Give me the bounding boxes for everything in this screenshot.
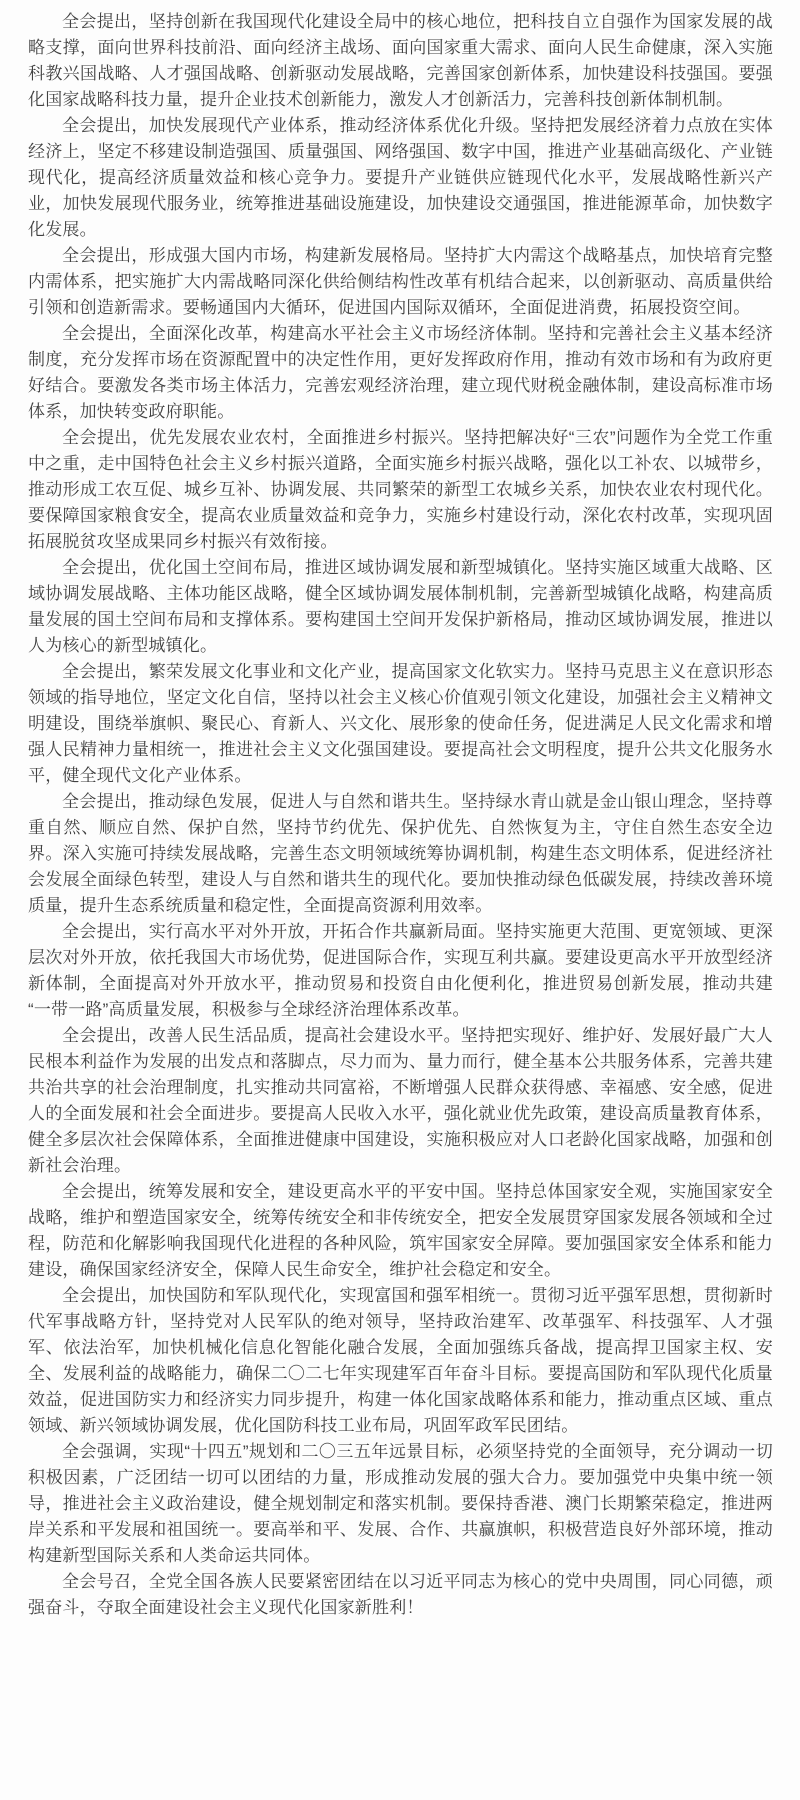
paragraph-territorial-layout: 全会提出，优化国土空间布局，推进区域协调发展和新型城镇化。坚持实施区域重大战略、区域协调发展战略、主体功能区战略，健全区域协调发展体制机制，完善新型城镇化战略，构建高质量发展的国土空间布局和支撑体系。要构建国土空间开发保护新格局，推动区域协调发展，推进以人为核心的新型城镇化。 <box>28 558 773 655</box>
paragraph-green-development: 全会提出，推动绿色发展，促进人与自然和谐共生。坚持绿水青山就是金山银山理念，坚持尊重自然、顺应自然、保护自然，坚持节约优先、保护优先、自然恢复为主，守住自然生态安全边界。深入实施可持续发展战略，完善生态文明领域统筹协调机制，构建生态文明体系，促进经济社会发展全面绿色转型，建设人与自然和谐共生的现代化。要加快推动绿色低碳发展，持续改善环境质量，提升生态系统质量和稳定性，全面提高资源利用效率。 <box>28 792 773 915</box>
paragraph-party-leadership: 全会强调，实现“十四五”规划和二〇三五年远景目标，必须坚持党的全面领导，充分调动一切积极因素，广泛团结一切可以团结的力量，形成推动发展的强大合力。要加强党中央集中统一领导，推进社会主义政治建设，健全规划制定和落实机制。要保持香港、澳门长期繁荣稳定，推进两岸关系和平发展和祖国统一。要高举和平、发展、合作、共赢旗帜，积极营造良好外部环境，推动构建新型国际关系和人类命运共同体。 <box>28 1442 773 1565</box>
paragraph-rural-revitalization: 全会提出，优先发展农业农村，全面推进乡村振兴。坚持把解决好“三农”问题作为全党工作重中之重，走中国特色社会主义乡村振兴道路，全面实施乡村振兴战略，强化以工补农、以城带乡，推动形成工农互促、城乡互补、协调发展、共同繁荣的新型工农城乡关系，加快农业农村现代化。要保障国家粮食安全，提高农业质量效益和竞争力，实施乡村建设行动，深化农村改革，实现巩固拓展脱贫攻坚成果同乡村振兴有效衔接。 <box>28 428 773 551</box>
paragraph-opening-up: 全会提出，实行高水平对外开放，开拓合作共赢新局面。坚持实施更大范围、更宽领域、更深层次对外开放，依托我国大市场优势，促进国际合作，实现互利共赢。要建设更高水平开放型经济新体制，全面提高对外开放水平，推动贸易和投资自由化便利化，推进贸易创新发展，推动共建“一带一路”高质量发展，积极参与全球经济治理体系改革。 <box>28 922 773 1019</box>
paragraph-livelihood: 全会提出，改善人民生活品质，提高社会建设水平。坚持把实现好、维护好、发展好最广大人民根本利益作为发展的出发点和落脚点，尽力而为、量力而行，健全基本公共服务体系，完善共建共治共享的社会治理制度，扎实推动共同富裕，不断增强人民群众获得感、幸福感、安全感，促进人的全面发展和社会全面进步。要提高人民收入水平，强化就业优先政策，建设高质量教育体系，健全多层次社会保障体系，全面推进健康中国建设，实施积极应对人口老龄化国家战略，加强和创新社会治理。 <box>28 1026 773 1175</box>
paragraph-modern-industry: 全会提出，加快发展现代产业体系，推动经济体系优化升级。坚持把发展经济着力点放在实体经济上，坚定不移建设制造强国、质量强国、网络强国、数字中国，推进产业基础高级化、产业链现代化，提高经济质量效益和核心竞争力。要提升产业链供应链现代化水平，发展战略性新兴产业，加快发展现代服务业，统筹推进基础设施建设，加快建设交通强国，推进能源革命，加快数字化发展。 <box>28 116 773 239</box>
communique-body <box>28 9 773 1621</box>
paragraph-deepen-reform: 全会提出，全面深化改革，构建高水平社会主义市场经济体制。坚持和完善社会主义基本经济制度，充分发挥市场在资源配置中的决定性作用，更好发挥政府作用，推动有效市场和有为政府更好结合。要激发各类市场主体活力，完善宏观经济治理，建立现代财税金融体制，建设高标准市场体系，加快转变政府职能。 <box>28 324 773 421</box>
paragraph-security: 全会提出，统筹发展和安全，建设更高水平的平安中国。坚持总体国家安全观，实施国家安全战略，维护和塑造国家安全，统筹传统安全和非传统安全，把安全发展贯穿国家发展各领域和全过程，防范和化解影响我国现代化进程的各种风险，筑牢国家安全屏障。要加强国家安全体系和能力建设，确保国家经济安全，保障人民生命安全，维护社会稳定和安全。 <box>28 1182 773 1279</box>
paragraph-domestic-market: 全会提出，形成强大国内市场，构建新发展格局。坚持扩大内需这个战略基点，加快培育完整内需体系，把实施扩大内需战略同深化供给侧结构性改革有机结合起来，以创新驱动、高质量供给引领和创造新需求。要畅通国内大循环，促进国内国际双循环，全面促进消费，拓展投资空间。 <box>28 246 773 317</box>
paragraph-science-innovation: 全会提出，坚持创新在我国现代化建设全局中的核心地位，把科技自立自强作为国家发展的战略支撑，面向世界科技前沿、面向经济主战场、面向国家重大需求、面向人民生命健康，深入实施科教兴国战略、人才强国战略、创新驱动发展战略，完善国家创新体系，加快建设科技强国。要强化国家战略科技力量，提升企业技术创新能力，激发人才创新活力，完善科技创新体制机制。 <box>28 12 773 109</box>
paragraph-call-to-action: 全会号召，全党全国各族人民要紧密团结在以习近平同志为核心的党中央周围，同心同德，顽强奋斗，夺取全面建设社会主义现代化国家新胜利！ <box>28 1572 773 1617</box>
paragraph-culture: 全会提出，繁荣发展文化事业和文化产业，提高国家文化软实力。坚持马克思主义在意识形态领域的指导地位，坚定文化自信，坚持以社会主义核心价值观引领文化建设，加强社会主义精神文明建设，围绕举旗帜、聚民心、育新人、兴文化、展形象的使命任务，促进满足人民文化需求和增强人民精神力量相统一，推进社会主义文化强国建设。要提高社会文明程度，提升公共文化服务水平，健全现代文化产业体系。 <box>28 662 773 785</box>
paragraph-national-defense: 全会提出，加快国防和军队现代化，实现富国和强军相统一。贯彻习近平强军思想，贯彻新时代军事战略方针，坚持党对人民军队的绝对领导，坚持政治建军、改革强军、科技强军、人才强军、依法治军，加快机械化信息化智能化融合发展，全面加强练兵备战，提高捍卫国家主权、安全、发展利益的战略能力，确保二〇二七年实现建军百年奋斗目标。要提高国防和军队现代化质量效益，促进国防实力和经济实力同步提升，构建一体化国家战略体系和能力，推动重点区域、重点领域、新兴领域协调发展，优化国防科技工业布局，巩固军政军民团结。 <box>28 1286 773 1435</box>
